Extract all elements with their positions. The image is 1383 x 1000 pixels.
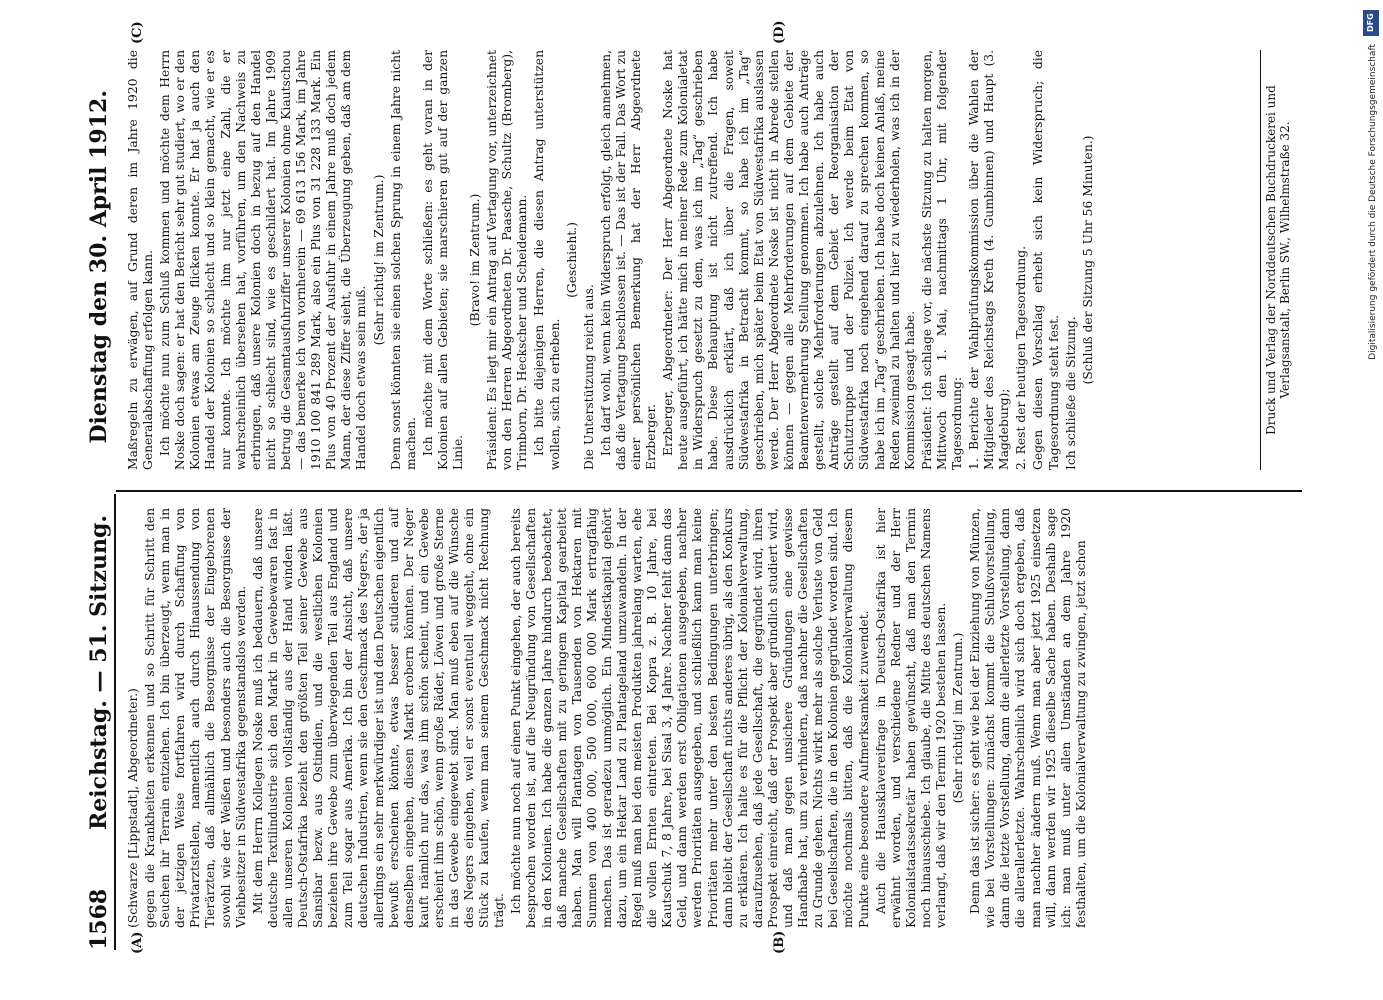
header-rule: [114, 494, 116, 950]
paragraph: Ich möchte nun zum Schluß kommen und möchte dem Herrn Noske doch sagen: er hat den Bericht sehr gut studiert, wo er den Kolonien etwas am Zeuge flicken konnte. Er hat ja auch den Handel der Kolonien so schlecht und so klein gemacht, wie er es nur konnte. Ich möchte ihm nur jetzt eine Zahl, die er wahrscheinlich übersehen hat, vorführen, um den Nachweis zu erbringen, daß unsere Kolonien doch in bezug auf den Handel nicht so schlecht sind, wie es geschildert hat. Im Jahre 1909 betrug die Gesamtausfuhrziffer unserer Kolonien ohne Kiautschou — das bemerke ich von vornherein — 69 613 156 Mark, im Jahre 1910 100 841 289 Mark, also ein Plus von 31 228 133 Mark. Ein Plus von 40 Prozent der Ausfuhr in einem Jahre muß doch jedem Mann, der diese Ziffer sieht, die Überzeugung geben, daß am dem Handel doch etwas sein muß.: [157, 50, 368, 470]
paragraph: Ich möchte nun noch auf einen Punkt eingehen, der auch bereits besprochen worden ist, auf die Neugründung von Gesellschaften in den Kolonien. Ich habe die ganzen Jahre hindurch beobachtet, daß manche Gesellschaften mit zu geringem Kapital gearbeitet haben. Man will Plantagen von Tausenden von Hektaren mit Summen von 400 000, 500 000, 600 000 Mark ertragfähig machen. Das ist geradezu unmöglich. Ein Mindestkapital gehört dazu, um ein Hektar Land zu Plantageland umzuwandeln. In der Regel muß man bei den meisten Produkten jahrelang warten, ehe die vollen Ernten eintreten. Bei Kopra z. B. 10 Jahre, bei Kautschuk 7, 8 Jahre, bei Sisal 3, 4 Jahre. Nachher fehlt dann das Geld, und dann werden erst Obligationen ausgegeben, nachher werden Prioritäten ausgegeben, und schließlich kann man keine Prioritäten mehr unter den besten Bedingungen unterbringen; dann bleibt der Gesellschaft nichts anderes übrig, als den Konkurs zu erklären. Ich halte es für die Pflicht der Kolonialverwaltung, daraufzusehen, daß jede Gesellschaft, die gegründet wird, ihren Prospekt einreicht, daß der Prospekt aber gründlich studiert wird, und daß man gegen unsichere Gründungen eine gewisse Handhabe hat, um zu verhindern, daß nachher die Gesellschaften zu Grunde gehen. Nichts wirkt mehr als solche Verluste von Geld bei Gesellschaften, die in den Kolonien gegründet worden sind. Ich möchte nochmals bitten, daß die Kolonialverwaltung diesem Punkte eine besondere Aufmerksamkeit zuwendet.: [508, 508, 870, 928]
paragraph: Ich bitte diejenigen Herren, die diesen Antrag unterstützen wollen, sich zu erheben.: [531, 50, 562, 470]
digitization-credit: Digitalisierung gefördert durch die Deutsche Forschungsgemeinschaft: [1368, 44, 1378, 360]
margin-marker-a: (A): [129, 931, 145, 954]
margin-marker-c: (C): [129, 21, 145, 44]
rotated-page: [52, 10, 1332, 990]
paragraph: 1. Berichte der Wahlprüfungskommission über die Wahlen der Mitglieder des Reichstags Kreth (4. Gumbinnen) und Haupt (3. Magdeburg);: [966, 50, 1011, 470]
paragraph: Ich darf wohl, wenn kein Widerspruch erfolgt, gleich annehmen, daß die Vertagung beschlossen ist. — Das ist der Fall. Das Wort zu einer persönlichen Bemerkung hat der Herr Abgeordnete Erzberger.: [598, 50, 658, 470]
margin-marker-d: (D): [771, 20, 787, 44]
column-divider: [116, 490, 1302, 492]
paragraph: (Sehr richtig! im Zentrum.): [950, 632, 965, 804]
paragraph: Ich schließe die Sitzung.: [1063, 316, 1078, 470]
paragraph: (Schwarze [Lippstadt], Abgeordneter.): [125, 688, 140, 928]
paragraph: Mit dem Herrn Kollegen Noske muß ich bedauern, daß unsere deutsche Textilindustrie sich den Markt in Gewebewaren fast in allen unseren Kolonien vollständig aus der Hand winden läßt. Deutsch-Ostafrika bezieht den größten Teil seiner Gewebe aus Sansibar bezw. aus Ostindien, und die westlichen Kolonien beziehen ihre Gewebe zum überwiegenden Teil aus England und zum Teil sogar aus Amerika. Ich bin der Ansicht, daß unsere deutschen Industrien, wenn sie den Geschmack des Negers, der ja allerdings ein sehr merkwürdiger ist und den Deutschen eigentlich bewußt erscheinen könnte, etwas besser studieren und auf denselben eingehen, diesen Markt erobern könnten. Der Neger kauft nämlich nur das, was ihm schön scheint, und ein Gewebe erscheint ihm schön, wenn große Räder, Löwen und große Sterne in das Gewebe eingewebt sind. Man muß eben auf die Wünsche des Negers eingehen, weil er sonst eventuell weggeht, ohne ein Stück zu kaufen, wenn man seinem Geschmack nicht Rechnung trägt.: [250, 508, 506, 928]
paragraph: (Sehr richtig! im Zentrum.): [371, 174, 385, 346]
paragraph: (Schluß der Sitzung 5 Uhr 56 Minuten.): [1080, 135, 1095, 385]
paragraph: 2. Rest der heutigen Tagesordnung.: [1013, 246, 1028, 470]
paragraph: gegen die Krankheiten erkennen und so Schritt für Schritt den Seuchen ihr Terrain entziehen. Ich bin überzeugt, wenn man in der jetzigen Weise fortfahren wird durch Schaffung von Privatarztstellen, namentlich auch durch Hinaussendung von Tierärzten, daß allmählich die Besorgnisse der Eingeborenen sowohl wie der Weißen und besonders auch die Besorgnisse der Viehbesitzer in Südwestafrika gegenstandslos werden.: [142, 508, 248, 928]
printer-imprint: Druck und Verlag der Norddeutschen Buchdruckerei und Verlagsanstalt, Berlin SW., Wilhelmstraße 32.: [1260, 50, 1292, 470]
paragraph: Gegen diesen Vorschlag erhebt sich kein Widerspruch; die Tagesordnung steht fest.: [1030, 50, 1061, 470]
paragraph: Erzberger, Abgeordneter: Der Herr Abgeordnete Noske hat heute ausgeführt, ich hätte mich in meiner Rede zum Kolonialetat in Widerspruch gesetzt zu dem, was ich im „Tag“ geschrieben habe. Diese Behauptung ist nicht zutreffend. Ich habe ausdrücklich erklärt, daß ich über die Fragen, soweit Südwestafrika in Betracht kommt, so habe ich im „Tag“ geschrieben, mich später beim Etat von Südwestafrika auslassen werde. Der Herr Abgeordnete Noske ist nicht in Abrede stellen können — gegen alle Mehrforderungen auf dem Gebiete der Beamtenvermehrung Stellung genommen. Ich habe auch Anträge gestellt, solche Mehrforderungen abzulehnen. Ich habe auch Anträge gestellt auf dem Gebiet der Reorganisation der Schutztruppe und der Polizei. Ich werde beim Etat von Südwestafrika noch eingehend darauf zu sprechen kommen, so habe ich im „Tag“ geschrieben. Ich habe doch keinen Anlaß, meine Reden zweimal zu halten und hier zu wiederholen, was ich in der Kommission gesagt habe.: [660, 50, 917, 470]
paragraph: Maßregeln zu erwägen, auf Grund deren im Jahre 1920 die Generalabschaffung erfolgen kann.: [125, 50, 155, 470]
paragraph: (Geschieht.): [564, 222, 579, 298]
dfg-logo: DFG: [1363, 10, 1379, 36]
left-text-column: [126, 508, 1091, 928]
paragraph: Ich möchte mit dem Worte schließen: es geht voran in der Kolonien auf allen Gebieten; sie marschieren gut auf der ganzen Linie.: [420, 50, 465, 470]
paragraph: (Bravo! im Zentrum.): [467, 193, 482, 327]
page-number: 1568: [85, 888, 112, 950]
paragraph: Auch die Haussklavereifrage in Deutsch-Ostafrika ist hier erwähnt worden, und verschiedene Redner und der Herr Kolonialstaatssekretär haben gewünscht, daß man den Termin noch hinausschiebe. Ich glaube, die Mitte des deutschen Namens verlangt, daß wir den Termin 1920 bestehen lassen.: [873, 508, 948, 928]
digitization-sidebar: [1361, 10, 1379, 990]
paragraph: Die Unterstützung reicht aus.: [581, 284, 596, 470]
session-date: Dienstag den 30. April 1912.: [85, 90, 112, 444]
paragraph: Präsident: Ich schlage vor, die nächste Sitzung zu halten morgen, Mittwoch den 1. Mai, nachmittags 1 Uhr, mit folgender Tagesordnung:: [919, 50, 964, 470]
paragraph: Präsident: Es liegt mir ein Antrag auf Vertagung vor, unterzeichnet von den Herren Abgeordneten Dr. Paasche, Schultz (Bromberg), Trimborn, Dr. Heckscher und Scheidemann.: [484, 50, 529, 470]
paragraph: Denn sonst könnten sie einen solchen Sprung in einem Jahre nicht machen.: [388, 50, 418, 470]
margin-marker-b: (B): [771, 930, 787, 954]
paragraph: Denn das ist sicher: es geht wie bei der Einziehung von Münzen, wie bei Vorstellungen: zunächst kommt die Schlußvorstellung, dann die letzte Vorstellung, dann die allerletzte Vorstellung, dann die allerallerletzte. Wahrscheinlich wird sich doch ergeben, daß man nachher ändern muß. Wenn man aber jetzt 1925 einsetzen will, dann werden wir 1925 dieselbe Sache haben. Deshalb sage ich: man muß unter allen Umständen an dem Jahre 1920 festhalten, um die Kolonialverwaltung zu zwingen, jetzt schon: [967, 508, 1088, 928]
right-text-column: [126, 50, 1098, 470]
publication-title: Reichstag. — 51. Sitzung.: [85, 514, 112, 830]
